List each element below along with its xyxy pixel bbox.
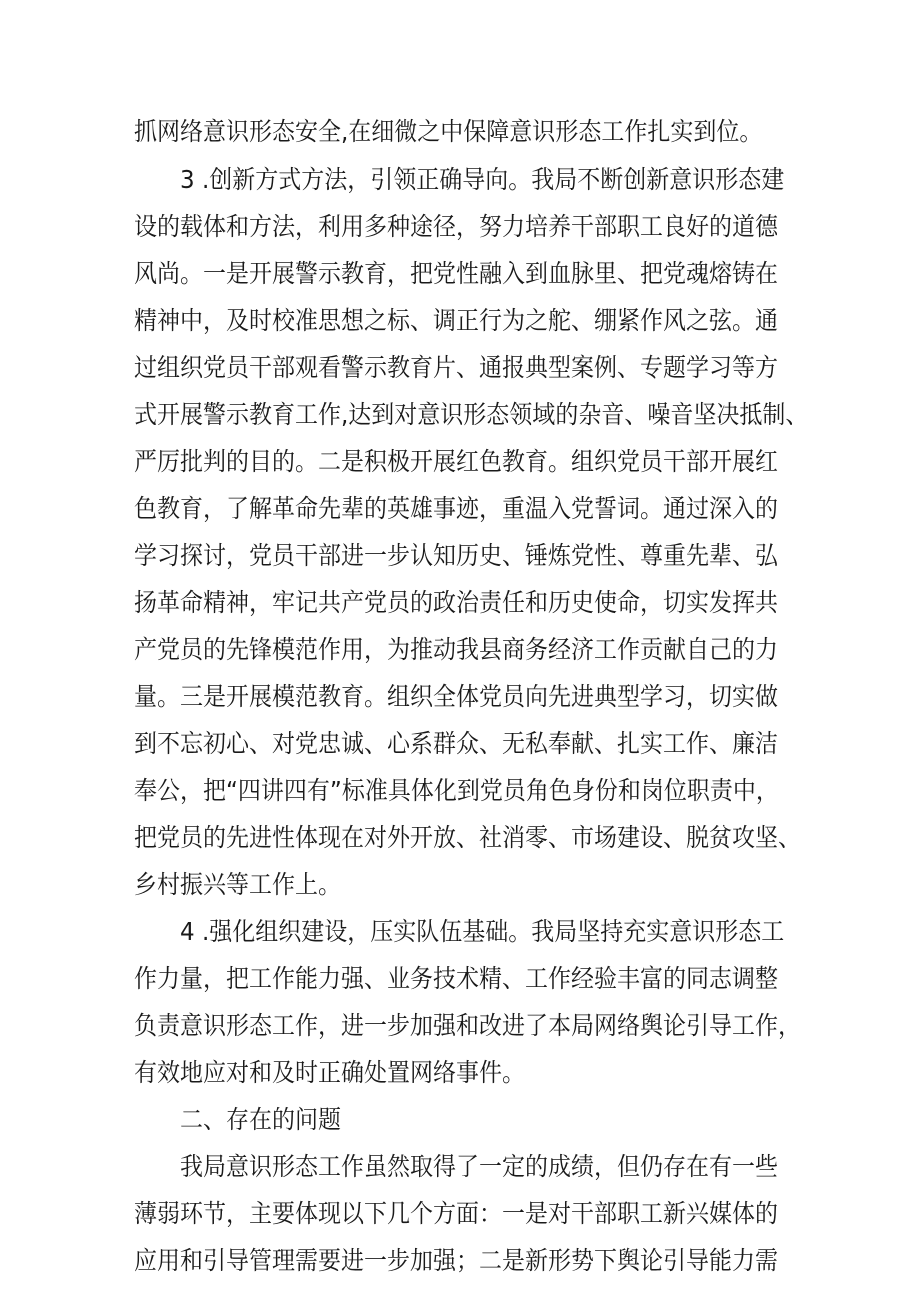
line-text: 扬革命精神，牢记共产党员的政治责任和历史使命，切实发挥共 <box>134 588 779 617</box>
text-line <box>134 1051 559 1095</box>
text-line <box>134 957 834 1001</box>
line-text: 式开展警示教育工作,达到对意识形态领域的杂音、噪音坚决抵制、 <box>134 400 809 429</box>
line-text: 作力量，把工作能力强、业务技术精、工作经验丰富的同志调整 <box>134 964 779 993</box>
text-line <box>134 534 834 578</box>
text-line <box>134 252 834 296</box>
text-line <box>134 675 834 719</box>
text-line <box>134 581 834 625</box>
section-heading <box>180 1098 355 1142</box>
line-text: 设的载体和方法，利用多种途径，努力培养干部职工良好的道德 <box>134 212 779 241</box>
line-text: 风尚。一是开展警示教育，把党性融入到血脉里、把党魂熔铸在 <box>134 259 779 288</box>
text-line <box>134 393 867 437</box>
line-text: 色教育，了解革命先辈的英雄事迹，重温入党誓词。通过深入的 <box>134 494 779 523</box>
line-text: 3 .创新方式方法，引领正确导向。我局不断创新意识形态建 <box>180 165 785 194</box>
text-line <box>134 863 359 907</box>
text-line <box>134 346 834 390</box>
line-text: 我局意识形态工作虽然取得了一定的成绩，但仍存在有一些 <box>180 1152 779 1181</box>
line-text: 有效地应对和及时正确处置网络事件。 <box>134 1058 526 1087</box>
text-line <box>134 440 834 484</box>
text-line <box>134 487 834 531</box>
line-text: 到不忘初心、对党忠诚、心系群众、无私奉献、扎实工作、廉洁 <box>134 729 779 758</box>
line-text: 应用和引导管理需要进一步加强；二是新形势下舆论引导能力需 <box>134 1246 779 1275</box>
line-text: 严厉批判的目的。二是积极开展红色教育。组织党员干部开展红 <box>134 447 779 476</box>
line-text: 抓网络意识形态安全,在细微之中保障意识形态工作扎实到位。 <box>134 117 763 146</box>
text-line <box>134 1239 834 1283</box>
line-text: 薄弱环节，主要体现以下几个方面：一是对干部职工新兴媒体的 <box>134 1199 779 1228</box>
text-line <box>134 205 834 249</box>
text-line <box>134 816 859 860</box>
line-text: 学习探讨，党员干部进一步认知历史、锤炼党性、尊重先辈、弘 <box>134 541 779 570</box>
text-line <box>180 910 837 954</box>
line-text: 过组织党员干部观看警示教育片、通报典型案例、专题学习等方 <box>134 353 779 382</box>
text-line <box>180 158 837 202</box>
line-text: 量。三是开展模范教育。组织全体党员向先进典型学习，切实做 <box>134 682 779 711</box>
line-text: 4 .强化组织建设，压实队伍基础。我局坚持充实意识形态工 <box>180 917 785 946</box>
text-line <box>134 628 834 672</box>
line-text: 负责意识形态工作，进一步加强和改进了本局网络舆论引导工作， <box>134 1011 802 1040</box>
text-line <box>134 1192 834 1236</box>
line-text: 二、存在的问题 <box>180 1105 342 1134</box>
line-text: 精神中，及时校准思想之标、调正行为之舵、绷紧作风之弦。通 <box>134 306 779 335</box>
line-text: 把党员的先进性体现在对外开放、社消零、市场建设、脱贫攻坚、 <box>134 823 802 852</box>
text-line <box>134 722 834 766</box>
text-line <box>134 110 817 154</box>
text-line <box>134 1004 859 1048</box>
text-line <box>134 769 835 813</box>
text-line <box>180 1145 830 1189</box>
line-text: 产党员的先锋模范作用，为推动我县商务经济工作贡献自己的力 <box>134 635 779 664</box>
line-text: 乡村振兴等工作上。 <box>134 870 342 899</box>
text-line <box>134 299 834 343</box>
line-text: 奉公，把“四讲四有”标准具体化到党员角色身份和岗位职责中， <box>134 776 779 805</box>
